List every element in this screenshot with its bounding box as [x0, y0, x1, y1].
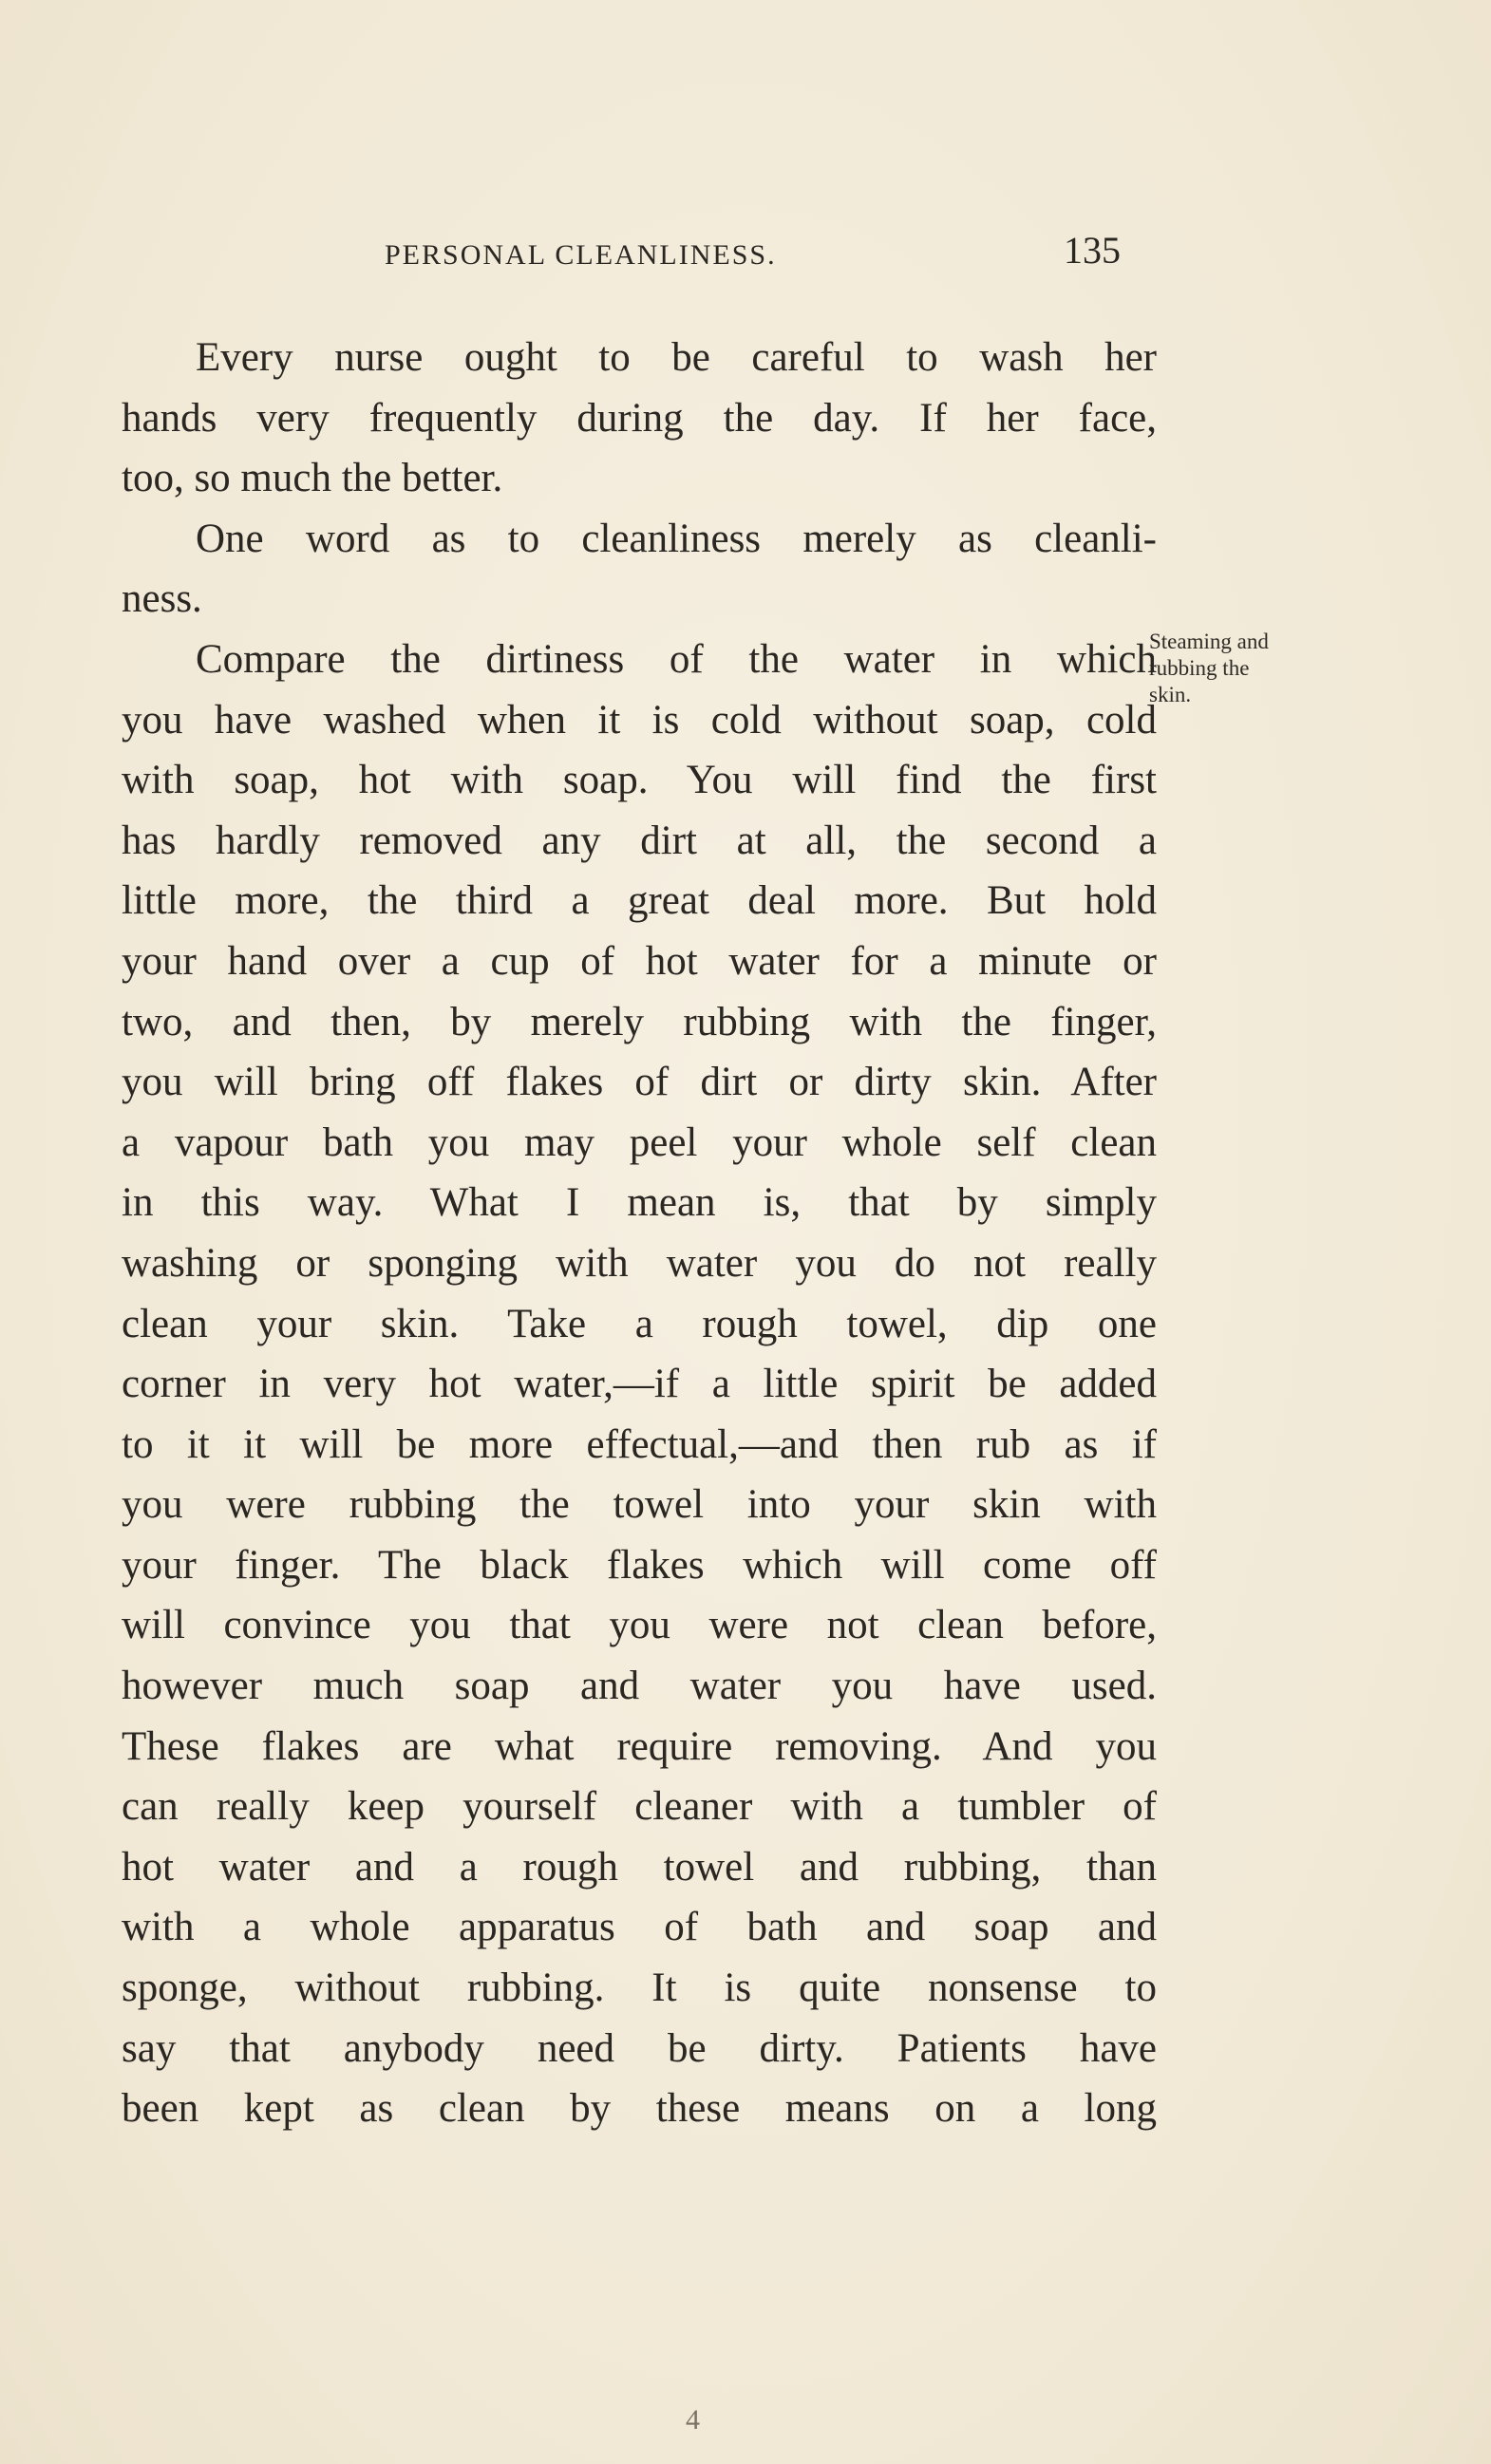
text-line: your hand over a cup of hot water for a minute or [122, 938, 1157, 984]
text-line: to it it will be more effectual,—and then rub as if [122, 1421, 1157, 1467]
text-line: washing or sponging with water you do not really [122, 1240, 1157, 1286]
marginal-note-line: skin. [1149, 683, 1192, 706]
text-line: hot water and a rough towel and rubbing, than [122, 1844, 1157, 1890]
text-line: These flakes are what require removing. And you [122, 1723, 1157, 1769]
text-line: a vapour bath you may peel your whole self clean [122, 1119, 1157, 1165]
marginal-note [1149, 629, 1339, 708]
text-line: will convince you that you were not clean before, [122, 1603, 1157, 1648]
body-text [122, 328, 1157, 2139]
page-number: 135 [1064, 229, 1121, 272]
text-line: has hardly removed any dirt at all, the second a [122, 818, 1157, 863]
text-line: you will bring off flakes of dirt or dirty skin. After [122, 1060, 1157, 1105]
text-line: with soap, hot with soap. You will find the first [122, 758, 1157, 803]
text-line: been kept as clean by these means on a long [122, 2086, 1157, 2132]
text-line: clean your skin. Take a rough towel, dip one [122, 1301, 1157, 1346]
text-line: two, and then, by merely rubbing with the finger, [122, 999, 1157, 1044]
text-line: in this way. What I mean is, that by simply [122, 1180, 1157, 1226]
marginal-note-line: rubbing the [1149, 656, 1250, 680]
text-line: say that anybody need be dirty. Patients have [122, 2025, 1157, 2071]
text-line: your finger. The black flakes which will come off [122, 1542, 1157, 1588]
text-line: Compare the dirtiness of the water in which [196, 636, 1157, 682]
text-line: little more, the third a great deal more. But hold [122, 878, 1157, 924]
text-line: you were rubbing the towel into your skin with [122, 1482, 1157, 1528]
text-line: you have washed when it is cold without soap, cold [122, 697, 1157, 743]
text-line: hands very frequently during the day. If her face, [122, 395, 1157, 441]
text-line: One word as to cleanliness merely as cleanli- [196, 516, 1157, 561]
text-line: Every nurse ought to be careful to wash her [196, 335, 1157, 380]
text-line: can really keep yourself cleaner with a tumbler of [122, 1784, 1157, 1830]
text-line: too, so much the better. [122, 456, 503, 501]
text-line: sponge, without rubbing. It is quite nonsense to [122, 1966, 1157, 2011]
signature-mark: 4 [686, 2404, 700, 2436]
text-line: corner in very hot water,—if a little spirit be added [122, 1362, 1157, 1407]
running-title: PERSONAL CLEANLINESS. [385, 239, 777, 271]
running-head [123, 228, 1121, 285]
text-line: with a whole apparatus of bath and soap and [122, 1905, 1157, 1950]
marginal-note-line: Steaming and [1149, 630, 1269, 653]
text-line: however much soap and water you have used. [122, 1664, 1157, 1709]
text-line: ness. [122, 576, 202, 622]
